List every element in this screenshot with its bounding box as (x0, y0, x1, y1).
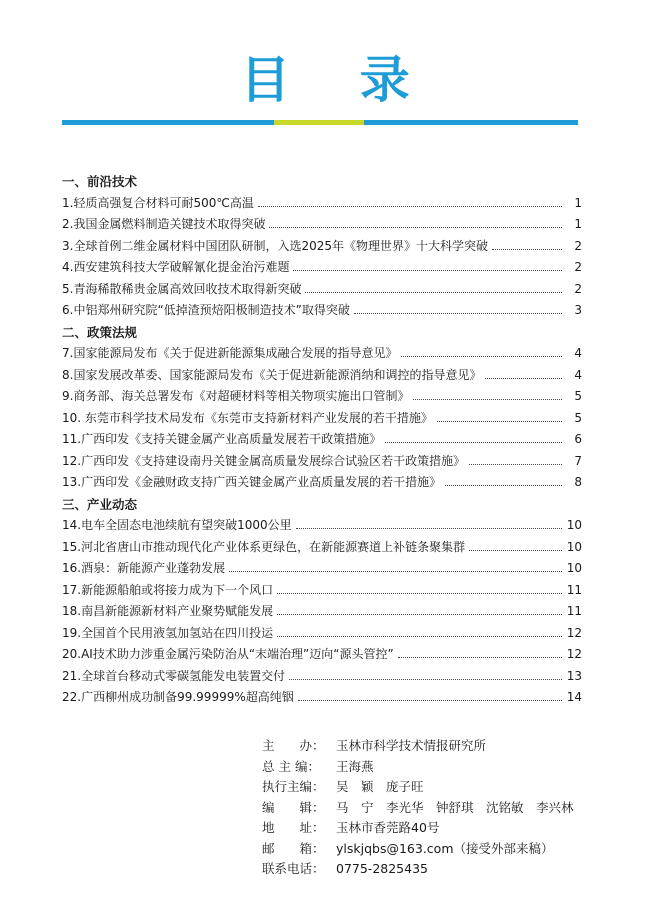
toc-entry-page: 11 (566, 604, 582, 618)
toc-entry-title: 17.新能源船舶或将接力成为下一个风口 (62, 582, 274, 597)
divider-left-segment (62, 120, 274, 125)
toc-entry-title: 3.全球首例二维金属材料中国团队研制，入选2025年《物理世界》十大科学突破 (62, 238, 488, 253)
toc-entry-page: 4 (574, 367, 582, 382)
toc-entry-title: 15.河北省唐山市推动现代化产业体系更绿色，在新能源赛道上补链条聚集群 (62, 539, 466, 554)
info-value: 玉林市科学技术情报研究所 (336, 738, 487, 753)
toc-entry-page: 12 (566, 647, 582, 661)
dot-leader (305, 292, 562, 293)
info-label: 主 办： (262, 738, 325, 753)
toc-entry-title: 20.AI技术助力涉重金属污染防治从“末端治理”迈向“源头管控” (62, 647, 394, 661)
toc-entry-page: 11 (566, 582, 582, 597)
toc-entry-page: 10 (566, 518, 582, 532)
dot-leader (413, 399, 562, 400)
toc-entry[interactable] (62, 279, 582, 301)
toc-entry-title: 11.广西印发《支持关键金属产业高质量发展若干政策措施》 (62, 432, 382, 446)
toc-entry[interactable] (62, 386, 582, 408)
dot-leader (485, 378, 562, 379)
dot-leader (401, 356, 562, 357)
dot-leader (437, 421, 562, 422)
info-label: 地 址： (262, 820, 325, 835)
info-value: 吴 颖 庞子旺 (336, 779, 424, 794)
toc-entry[interactable] (62, 558, 582, 580)
info-value: ylskjqbs@163.com（接受外部来稿） (336, 840, 554, 856)
toc-entry-page: 1 (574, 217, 582, 231)
toc-entry-title: 13.广西印发《金融财政支持广西关键金属产业高质量发展的若干措施》 (62, 475, 442, 489)
info-value: 0775-2825435 (336, 861, 428, 876)
toc-entry[interactable] (62, 537, 582, 559)
info-label: 邮 箱： (262, 840, 325, 856)
info-label: 执行主编： (262, 779, 325, 794)
toc-entry-title: 22.广西柳州成功制备99.99999%超高纯铟 (62, 690, 294, 704)
toc-entry[interactable] (62, 687, 582, 709)
info-row (262, 798, 592, 819)
toc-entry[interactable] (62, 214, 582, 236)
info-label: 总 主 编： (262, 758, 320, 774)
toc-entry-page: 14 (566, 690, 582, 704)
toc-entry-title: 1.轻质高强复合材料可耐500℃高温 (62, 195, 254, 210)
toc-entry-page: 5 (574, 389, 582, 403)
toc-entry-page: 3 (574, 303, 582, 317)
toc-entry-page: 7 (574, 453, 582, 468)
toc-entry-page: 10 (566, 539, 582, 554)
info-label: 编 辑： (262, 799, 325, 815)
divider-middle-segment (274, 120, 364, 125)
toc-entry-title: 9.商务部、海关总署发布《对超硬材料等相关物项实施出口管制》 (62, 389, 410, 403)
toc-entry[interactable] (62, 644, 582, 666)
toc-entry-page: 10 (566, 561, 582, 575)
section-heading: 三、产业动态 (62, 496, 138, 512)
toc-entry-page: 8 (574, 475, 582, 489)
info-row (262, 757, 592, 778)
toc-entry-title: 19.全国首个民用液氢加氢站在四川投运 (62, 625, 274, 640)
dot-leader (277, 593, 562, 594)
publication-info (262, 736, 592, 880)
toc-entry-page: 5 (574, 410, 582, 425)
dot-leader (398, 657, 562, 658)
toc-entry[interactable] (62, 408, 582, 430)
dot-leader (469, 550, 562, 551)
toc-entry-title: 2.我国金属燃料制造关键技术取得突破 (62, 217, 266, 231)
divider-right-segment (364, 120, 578, 125)
toc-entry-title: 8.国家发展改革委、国家能源局发布《关于促进新能源消纳和调控的指导意见》 (62, 367, 482, 382)
toc-entry[interactable] (62, 623, 582, 645)
dot-leader (469, 464, 562, 465)
dot-leader (293, 270, 562, 271)
dot-leader (296, 528, 562, 529)
toc-entry[interactable] (62, 666, 582, 688)
dot-leader (229, 571, 562, 572)
table-of-contents (62, 171, 582, 709)
title-divider (62, 120, 578, 125)
toc-entry-title: 18.南昌新能源新材料产业聚势赋能发展 (62, 604, 274, 618)
section-heading: 二、政策法规 (62, 324, 138, 340)
toc-entry-title: 12.广西印发《支持建设南丹关键金属高质量发展综合试验区若干政策措施》 (62, 453, 466, 468)
section-heading: 一、前沿技术 (62, 174, 138, 189)
toc-entry-page: 6 (574, 432, 582, 446)
toc-entry-title: 6.中铝郑州研究院“低掉渣预焙阳极制造技术”取得突破 (62, 303, 350, 317)
info-value: 马 宁 李光华 钟舒琪 沈铭敏 李兴林 (336, 799, 574, 815)
info-label: 联系电话： (262, 861, 325, 876)
toc-entry-title: 7.国家能源局发布《关于促进新能源集成融合发展的指导意见》 (62, 346, 398, 360)
dot-leader (289, 679, 562, 680)
dot-leader (298, 700, 562, 701)
toc-entry[interactable] (62, 429, 582, 451)
toc-entry-title: 21.全球首台移动式零碳氢能发电装置交付 (62, 668, 286, 683)
toc-entry[interactable] (62, 451, 582, 473)
toc-entry-page: 12 (566, 625, 582, 640)
dot-leader (445, 485, 562, 486)
info-row (262, 818, 592, 839)
toc-entry-page: 4 (574, 346, 582, 360)
info-value: 王海燕 (336, 758, 374, 774)
toc-entry[interactable] (62, 365, 582, 387)
toc-entry-page: 2 (574, 260, 582, 274)
info-row (262, 777, 592, 798)
dot-leader (277, 614, 562, 615)
dot-leader (258, 206, 562, 207)
toc-entry-title: 16.酒泉：新能源产业蓬勃发展 (62, 561, 226, 575)
toc-entry[interactable] (62, 236, 582, 258)
dot-leader (492, 249, 562, 250)
toc-entry[interactable] (62, 193, 582, 215)
toc-entry[interactable] (62, 257, 582, 279)
dot-leader (269, 227, 562, 228)
toc-entry-page: 1 (574, 195, 582, 210)
toc-entry[interactable] (62, 515, 582, 537)
toc-entry-title: 5.青海稀散稀贵金属高效回收技术取得新突破 (62, 281, 302, 296)
toc-entry-title: 10. 东莞市科学技术局发布《东莞市支持新材料产业发展的若干措施》 (62, 410, 433, 425)
dot-leader (354, 313, 562, 314)
dot-leader (277, 636, 562, 637)
toc-entry-page: 2 (574, 238, 582, 253)
page-title: 目 录 (240, 51, 436, 109)
info-row (262, 859, 592, 880)
info-row (262, 736, 592, 757)
toc-entry[interactable] (62, 601, 582, 623)
toc-entry[interactable] (62, 472, 582, 494)
toc-entry[interactable] (62, 300, 582, 322)
toc-entry-title: 4.西安建筑科技大学破解氰化提金治污难题 (62, 260, 290, 274)
toc-entry-title: 14.电车全固态电池续航有望突破1000公里 (62, 518, 292, 532)
dot-leader (385, 442, 562, 443)
toc-entry[interactable] (62, 343, 582, 365)
toc-entry-page: 13 (566, 668, 582, 683)
info-row (262, 839, 592, 860)
info-value: 玉林市香莞路40号 (336, 820, 440, 835)
toc-entry[interactable] (62, 580, 582, 602)
toc-entry-page: 2 (574, 281, 582, 296)
